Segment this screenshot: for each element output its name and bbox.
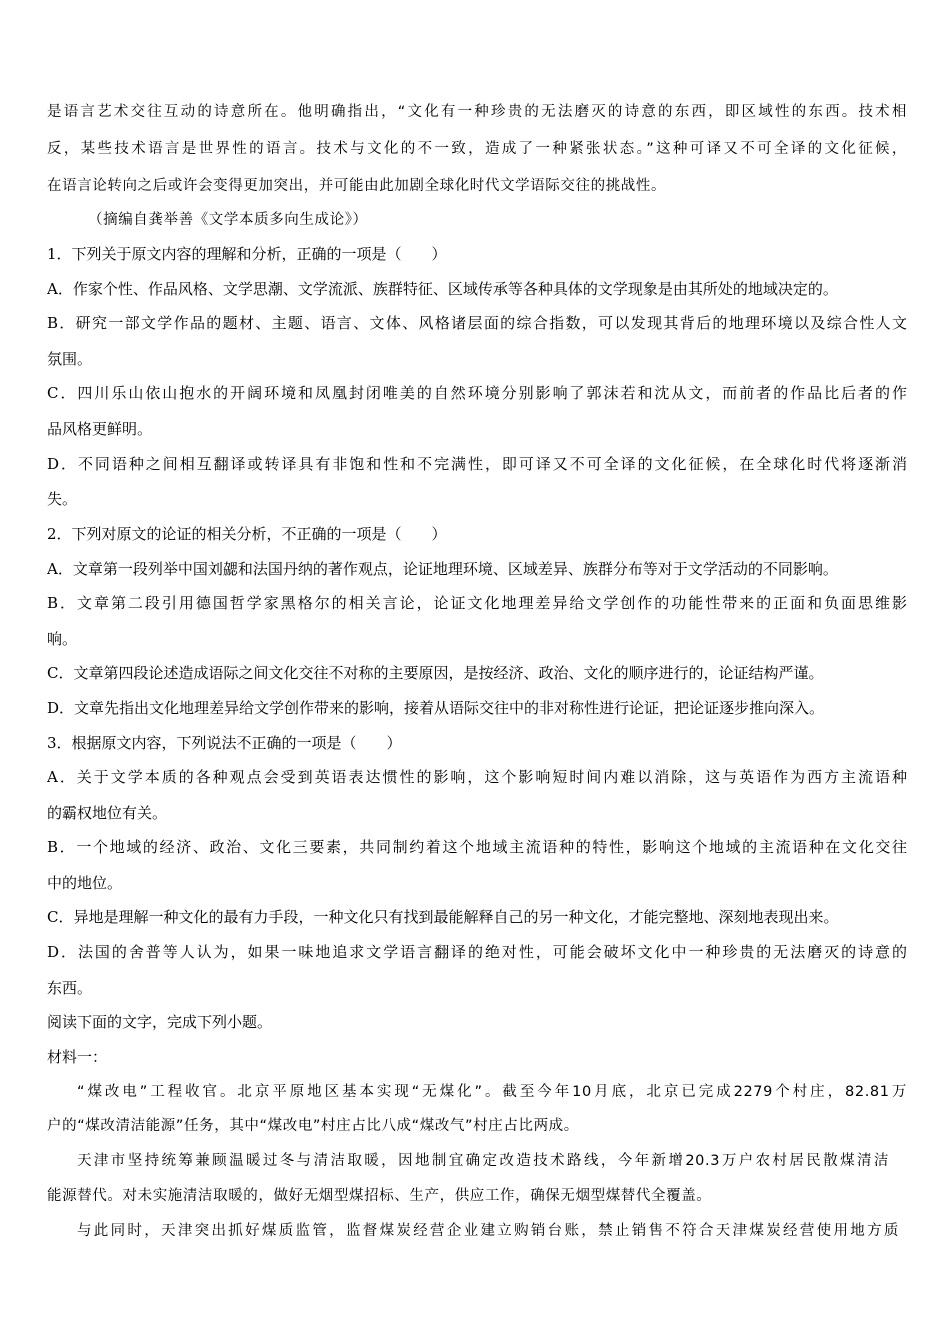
option-line: 东西。 [47, 979, 93, 997]
material-line: “煤改电”工程收官。北京平原地区基本实现“无煤化”。截至今年10月底，北京已完成2279个村庄，82.81万 [77, 1084, 907, 1100]
material-line: 户的“煤改清洁能源”任务，其中“煤改电”村庄占比八成“煤改气”村庄占比两成。 [47, 1118, 579, 1134]
reading-intro: 阅读下面的文字，完成下列小题。 [47, 1013, 273, 1031]
option-line: D．法国的舍普等人认为，如果一味地追求文学语言翻译的绝对性，可能会破坏文化中一种珍贵的无法磨灭的诗意的 [47, 943, 907, 961]
option-line: A．作家个性、作品风格、文学思潮、文学流派、族群特征、区域传承等各种具体的文学现象是由其所处的地域决定的。 [47, 280, 838, 298]
option-line: 品风格更鲜明。 [47, 420, 153, 438]
passage-source: （摘编自龚举善《文学本质多向生成论》） [88, 212, 368, 228]
material-line: 与此同时，天津突出抓好煤质监管，监督煤炭经营企业建立购销台账，禁止销售不符合天津煤炭经营使用地方质 [77, 1223, 899, 1239]
passage-line: 是语言艺术交往互动的诗意所在。他明确指出，“文化有一种珍贵的无法磨灭的诗意的东西，即区域性的东西。技术相 [47, 104, 907, 120]
option-line: 响。 [47, 630, 78, 648]
option-line: 中的地位。 [47, 874, 123, 892]
question-stem: 1．下列关于原文内容的理解和分析，正确的一项是（ ） [47, 245, 447, 263]
material-heading: 材料一： [47, 1048, 108, 1066]
option-line: C．四川乐山依山抱水的开阔环境和凤凰封闭唯美的自然环境分别影响了郭沫若和沈从文，而前者的作品比后者的作 [47, 384, 907, 402]
passage-line: 反，某些技术语言是世界性的语言。技术与文化的不一致，造成了一种紧张状态。”这种可译又不可全译的文化征候， [47, 141, 907, 157]
option-line: 的霸权地位有关。 [47, 804, 168, 822]
material-line: 天津市坚持统筹兼顾温暖过冬与清洁取暖，因地制宜确定改造技术路线，今年新增20.3万户农村居民散煤清洁 [77, 1153, 889, 1169]
option-line: D．不同语种之间相互翻译或转译具有非饱和性和不完满性，即可译又不可全译的文化征候，在全球化时代将逐渐消 [47, 455, 907, 473]
question-stem: 3．根据原文内容，下列说法不正确的一项是（ ） [47, 734, 402, 752]
option-line: D．文章先指出文化地理差异给文学创作带来的影响，接着从语际交往中的非对称性进行论证，把论证逐步推向深入。 [47, 699, 825, 717]
option-line: B．一个地域的经济、政治、文化三要素，共同制约着这个地域主流语种的特性，影响这个地域的主流语种在文化交往 [47, 838, 907, 856]
option-line: A．文章第一段列举中国刘勰和法国丹纳的著作观点，论证地理环境、区域差异、族群分布等对于文学活动的不同影响。 [47, 560, 838, 578]
question-stem: 2．下列对原文的论证的相关分析，不正确的一项是（ ） [47, 525, 447, 543]
option-line: B．研究一部文学作品的题材、主题、语言、文体、风格诸层面的综合指数，可以发现其背后的地理环境以及综合性人文 [47, 314, 907, 332]
option-line: C．异地是理解一种文化的最有力手段，一种文化只有找到最能解释自己的另一种文化，才能完整地、深刻地表现出来。 [47, 908, 839, 926]
option-line: B．文章第二段引用德国哲学家黑格尔的相关言论，论证文化地理差异给文学创作的功能性带来的正面和负面思维影 [47, 594, 907, 612]
option-line: 失。 [47, 490, 78, 508]
passage-line: 在语言论转向之后或许会变得更加突出，并可能由此加剧全球化时代文学语际交往的挑战性。 [47, 178, 667, 194]
option-line: 氛围。 [47, 350, 93, 368]
option-line: C．文章第四段论述造成语际之间文化交往不对称的主要原因，是按经济、政治、文化的顺序进行的，论证结构严谨。 [47, 664, 824, 682]
material-line: 能源替代。对未实施清洁取暖的，做好无烟型煤招标、生产，供应工作，确保无烟型煤替代全覆盖。 [47, 1188, 712, 1204]
option-line: A．关于文学本质的各种观点会受到英语表达惯性的影响，这个影响短时间内难以消除，这与英语作为西方主流语种 [47, 768, 907, 786]
